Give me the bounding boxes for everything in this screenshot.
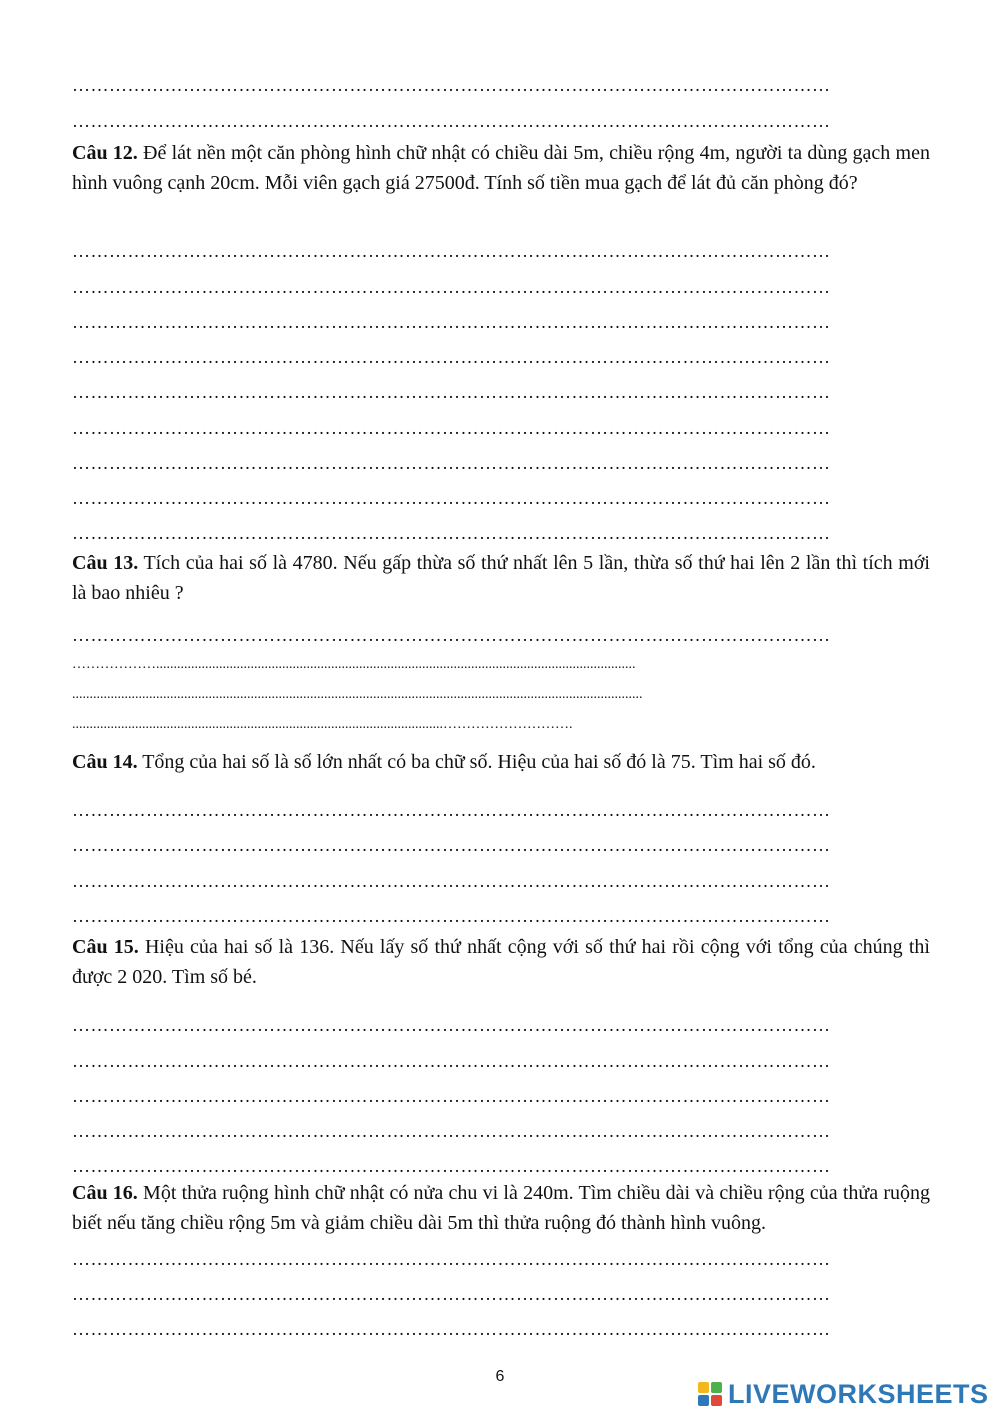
question-14	[72, 747, 930, 777]
page-number: 6	[495, 1368, 505, 1385]
answer-line[interactable]: ……………………………………………………………………………………………………………	[72, 347, 831, 367]
answer-line[interactable]: ……………………………………………………………………………………………………………	[72, 1249, 831, 1269]
answer-line[interactable]: ……………………………………………………………………………………………………………	[72, 488, 831, 508]
answer-line[interactable]: ……………………………………………………………………………………………………………	[72, 75, 831, 95]
answer-line[interactable]: ……………………………………………………………………………………………………………	[72, 625, 831, 645]
answer-line[interactable]: ……………………………………………………………………………………………………………	[72, 453, 831, 473]
question-text: Hiệu của hai số là 136. Nếu lấy số thứ nhất cộng với số thứ hai rồi cộng với tổng của chúng thì được 2 020. Tìm số bé.	[72, 936, 930, 988]
question-label: Câu 15.	[72, 936, 139, 958]
answer-line[interactable]: ...................................................................................................................................................................	[72, 687, 643, 702]
answer-line[interactable]: ..........................................................................................................……………………….	[72, 717, 573, 732]
answer-line[interactable]: ……………………………………………………………………………………………………………	[72, 111, 831, 131]
question-text: Tích của hai số là 4780. Nếu gấp thừa số thứ nhất lên 5 lần, thừa số thứ hai lên 2 lần thì tích mới là bao nhiêu ?	[72, 552, 930, 604]
question-text: Một thửa ruộng hình chữ nhật có nửa chu vi là 240m. Tìm chiều dài và chiều rộng của thửa ruộng biết nếu tăng chiều rộng 5m và giảm chiều dài 5m thì thửa ruộng đó thành hình vuông.	[72, 1182, 930, 1234]
question-label: Câu 16.	[72, 1182, 138, 1204]
answer-line[interactable]: ……………………………………………………………………………………………………………	[72, 277, 831, 297]
brand-name: LIVEWORKSHEETS	[728, 1378, 989, 1409]
answer-line[interactable]: ……………………………………………………………………………………………………………	[72, 382, 831, 402]
question-label: Câu 12.	[72, 142, 138, 164]
answer-line[interactable]: ……………………………………………………………………………………………………………	[72, 241, 831, 261]
answer-line[interactable]: ……………………………………………………………………………………………………………	[72, 1284, 831, 1304]
question-text: Tổng của hai số là số lớn nhất có ba chữ số. Hiệu của hai số đó là 75. Tìm hai số đó.	[137, 751, 816, 773]
liveworksheets-mark-icon	[698, 1382, 722, 1406]
answer-line[interactable]: ……………………………………………………………………………………………………………	[72, 835, 831, 855]
answer-line[interactable]: ……………………………………………………………………………………………………………	[72, 906, 831, 926]
question-15	[72, 932, 930, 992]
answer-line[interactable]: ……………………………………………………………………………………………………………	[72, 1086, 831, 1106]
answer-line[interactable]: ……………………………………………………………………………………………………………	[72, 1121, 831, 1141]
question-text: Để lát nền một căn phòng hình chữ nhật có chiều dài 5m, chiều rộng 4m, người ta dùng gạch men hình vuông cạnh 20cm. Mỗi viên gạch giá 27500đ. Tính số tiền mua gạch để lát đủ căn phòng đó?	[72, 142, 930, 194]
answer-line[interactable]: ……………………………………………………………………………………………………………	[72, 418, 831, 438]
answer-line[interactable]: ……………………………………………………………………………………………………………	[72, 1156, 831, 1176]
answer-line[interactable]: ……………………………………………………………………………………………………………	[72, 312, 831, 332]
liveworksheets-logo[interactable]	[698, 1374, 989, 1414]
answer-line[interactable]: ……………………………………………………………………………………………………………	[72, 1015, 831, 1035]
answer-line[interactable]: ……………………………………………………………………………………………………………	[72, 1319, 831, 1339]
question-label: Câu 13.	[72, 552, 139, 574]
answer-line[interactable]: ……………………………………………………………………………………………………………	[72, 871, 831, 891]
question-label: Câu 14.	[72, 751, 138, 773]
answer-line[interactable]: ……………………………………………………………………………………………………………	[72, 1051, 831, 1071]
answer-line[interactable]: ……………………………………………………………………………………………………………	[72, 523, 831, 543]
question-13	[72, 548, 930, 608]
answer-line[interactable]: ……………………………………………………………………………………………………………	[72, 800, 831, 820]
answer-line[interactable]: ……………….........................................................................................................................................	[72, 657, 636, 672]
question-12	[72, 138, 930, 198]
question-16	[72, 1178, 930, 1238]
